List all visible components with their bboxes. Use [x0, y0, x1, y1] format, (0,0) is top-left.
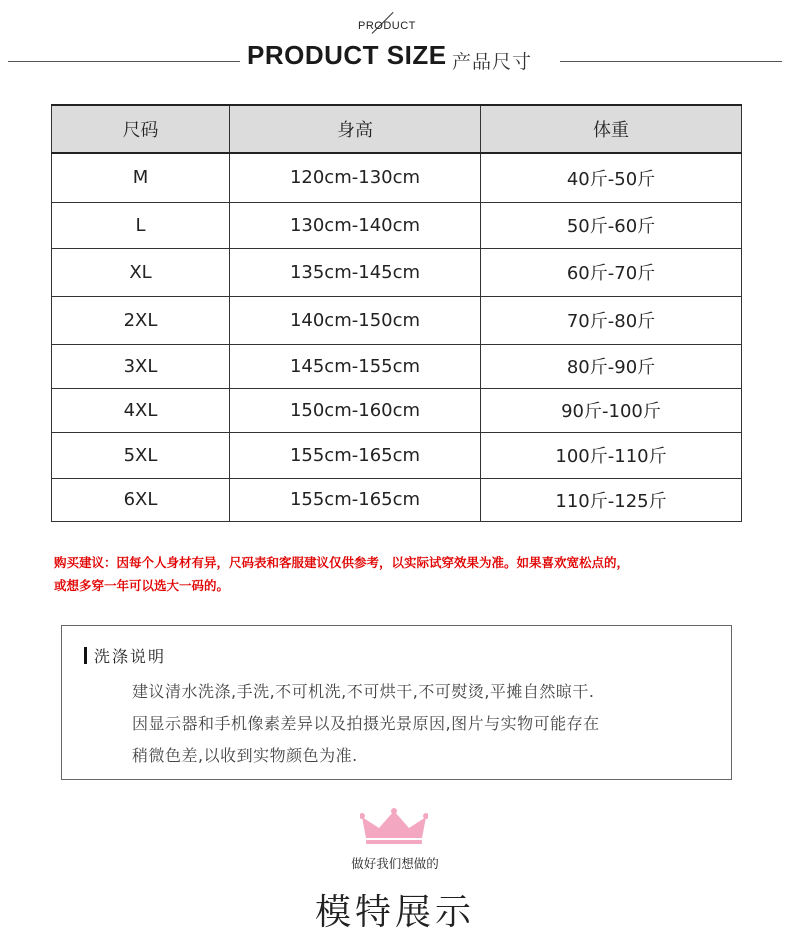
cell-height: 155cm-165cm [230, 478, 481, 521]
cell-height: 120cm-130cm [230, 153, 481, 202]
purchase-advice [54, 551, 774, 597]
cell-size: 5XL [52, 432, 230, 478]
cell-height: 150cm-160cm [230, 388, 481, 432]
header-size: 尺码 [52, 105, 230, 153]
page-title-cn: 产品尺寸 [452, 51, 533, 73]
table-row [52, 388, 742, 432]
cell-height: 130cm-140cm [230, 202, 481, 248]
title-bar-marker [84, 647, 87, 664]
washing-line-1: 建议清水洗涤,手洗,不可机洗,不可烘干,不可熨烫,平摊自然晾干. [132, 682, 595, 701]
model-showcase-title: 模特展示 [314, 892, 475, 933]
cell-weight: 100斤-110斤 [481, 432, 742, 478]
header-weight: 体重 [481, 105, 742, 153]
cell-weight: 90斤-100斤 [481, 388, 742, 432]
table-row [52, 432, 742, 478]
page-title: PRODUCT SIZE [247, 40, 447, 70]
cell-weight: 40斤-50斤 [481, 153, 742, 202]
crown-icon [360, 808, 428, 846]
washing-line-2: 因显示器和手机像素差异以及拍摄光景原因,图片与实物可能存在 [132, 714, 600, 733]
table-row [52, 248, 742, 296]
washing-title-text: 洗涤说明 [94, 647, 167, 666]
cell-weight: 50斤-60斤 [481, 202, 742, 248]
header-rule-right [560, 61, 782, 62]
washing-line-3: 稍微色差,以收到实物颜色为准. [132, 746, 358, 765]
header-rule-left [8, 61, 240, 62]
purchase-advice-line-2: 或想多穿一年可以选大一码的。 [54, 578, 230, 593]
cell-height: 135cm-145cm [230, 248, 481, 296]
cell-height: 145cm-155cm [230, 344, 481, 388]
washing-title [84, 644, 166, 667]
header-height: 身高 [230, 105, 481, 153]
cell-size: 6XL [52, 478, 230, 521]
cell-weight: 80斤-90斤 [481, 344, 742, 388]
cell-size: 2XL [52, 296, 230, 344]
cell-height: 155cm-165cm [230, 432, 481, 478]
purchase-advice-line-1: 购买建议：因每个人身材有异，尺码表和客服建议仅供参考，以实际试穿效果为准。如果喜欢宽松点的， [54, 555, 630, 570]
cell-size: 4XL [52, 388, 230, 432]
washing-instructions-box [61, 625, 732, 780]
table-row [52, 202, 742, 248]
cell-weight: 60斤-70斤 [481, 248, 742, 296]
cell-size: 3XL [52, 344, 230, 388]
cell-size: M [52, 153, 230, 202]
table-header-row [52, 105, 742, 153]
header-small-label: PRODUCT [358, 20, 416, 32]
table-row [52, 478, 742, 521]
cell-size: XL [52, 248, 230, 296]
tagline: 做好我们想做的 [351, 856, 439, 871]
table-row [52, 296, 742, 344]
cell-weight: 110斤-125斤 [481, 478, 742, 521]
cell-height: 140cm-150cm [230, 296, 481, 344]
cell-size: L [52, 202, 230, 248]
cell-weight: 70斤-80斤 [481, 296, 742, 344]
size-table [51, 104, 742, 522]
table-row [52, 344, 742, 388]
table-row [52, 153, 742, 202]
